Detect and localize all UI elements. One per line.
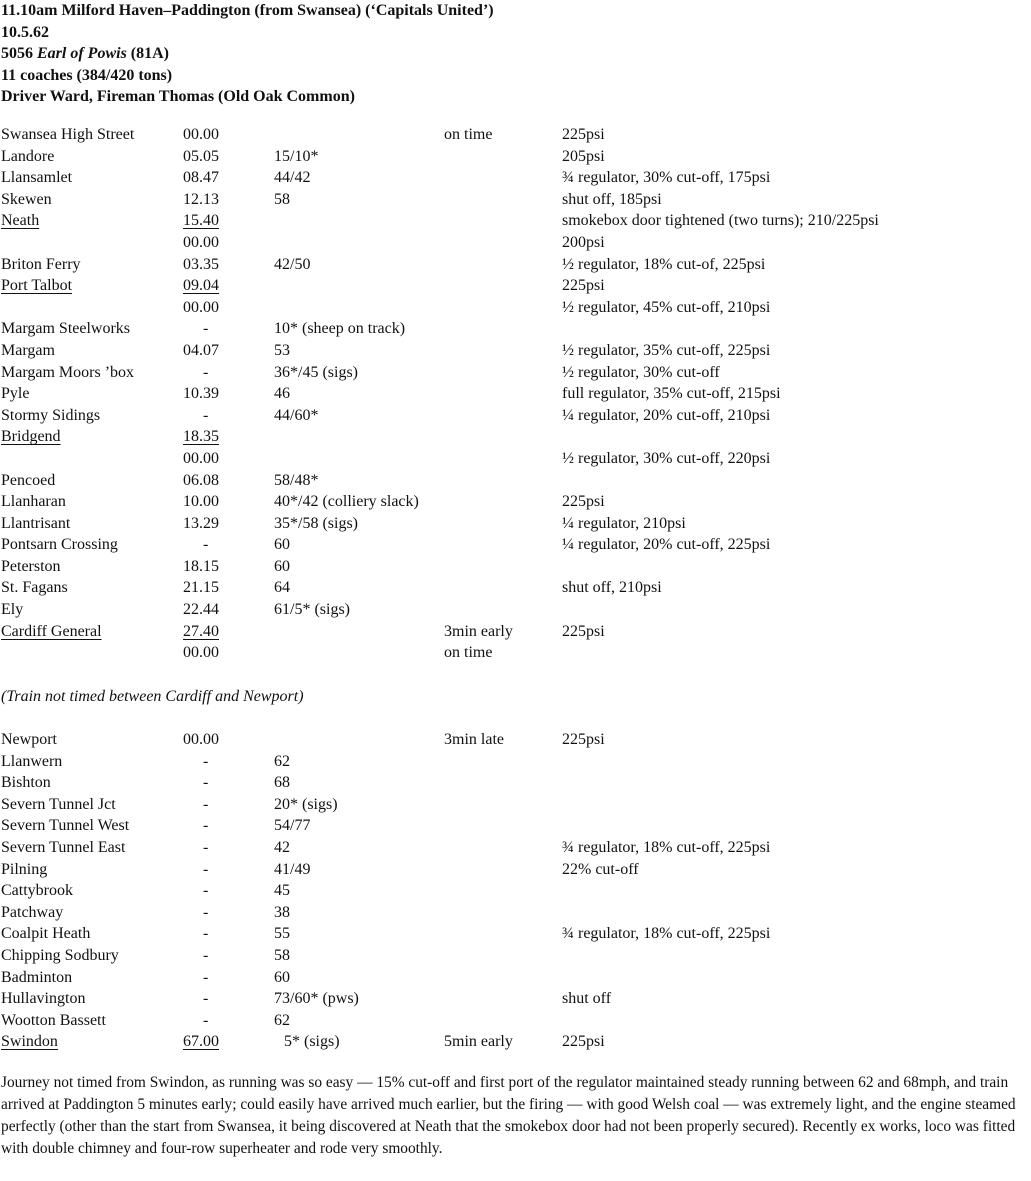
time-cell: 04.07: [183, 341, 219, 359]
remark-cell: 3min late: [444, 731, 504, 748]
time-cell: -: [203, 860, 209, 878]
speed-cell: 38: [274, 903, 290, 921]
loco-number: 5056: [1, 45, 37, 62]
station-cell: Pyle: [1, 385, 30, 403]
time-cell: 67.00: [183, 1033, 219, 1051]
notes-cell: ¼ regulator, 20% cut-off, 210psi: [562, 406, 771, 424]
speed-cell: 44/60*: [274, 406, 319, 424]
speed-cell: 42/50: [274, 255, 311, 273]
station-cell: Badminton: [1, 968, 73, 986]
station-cell: Margam Moors ’box: [1, 363, 135, 381]
speed-cell: 68: [274, 774, 290, 792]
station-cell: Llantrisant: [1, 514, 71, 532]
time-cell: -: [203, 838, 209, 856]
notes-cell: ¼ regulator, 210psi: [562, 514, 686, 532]
time-cell: 05.05: [183, 147, 219, 165]
notes-cell: 225psi: [562, 1033, 605, 1051]
station-cell: St. Fagans: [1, 579, 68, 597]
remark-cell: 3min early: [444, 622, 513, 640]
station-cell: Coalpit Heath: [1, 925, 91, 943]
station-cell: Severn Tunnel Jct: [1, 795, 116, 813]
speed-cell: 62: [274, 1011, 290, 1029]
crew-line: Driver Ward, Fireman Thomas (Old Oak Common): [1, 88, 355, 105]
locomotive-line: [1, 43, 494, 65]
speed-cell: 15/10*: [274, 147, 319, 165]
station-cell: Newport: [1, 731, 57, 748]
station-cell: Swindon: [1, 1033, 58, 1051]
station-cell: Severn Tunnel West: [1, 817, 130, 835]
time-cell: -: [203, 363, 209, 381]
notes-cell: 225psi: [562, 277, 605, 295]
notes-cell: ½ regulator, 18% cut-of, 225psi: [562, 255, 766, 273]
speed-cell: 36*/45 (sigs): [274, 363, 358, 381]
time-cell: 21.15: [183, 579, 219, 597]
journey-title: 11.10am Milford Haven–Paddington (from Swansea) (‘Capitals United’): [1, 2, 494, 19]
station-cell: Pilning: [1, 860, 48, 878]
station-cell: Port Talbot: [1, 277, 73, 295]
time-cell: 18.35: [183, 428, 219, 446]
speed-cell: 58: [274, 190, 290, 208]
speed-cell: 5* (sigs): [284, 1033, 340, 1051]
station-cell: Hullavington: [1, 990, 86, 1008]
station-cell: Landore: [1, 147, 55, 165]
time-cell: 00.00: [183, 449, 219, 467]
time-cell: 10.39: [183, 385, 219, 403]
time-cell: 00.00: [183, 126, 219, 143]
notes-cell: ½ regulator, 30% cut-off: [562, 363, 720, 381]
loco-shed: (81A): [126, 45, 170, 62]
notes-cell: full regulator, 35% cut-off, 215psi: [562, 385, 781, 403]
speed-cell: 55: [274, 925, 290, 943]
notes-cell: ½ regulator, 45% cut-off, 210psi: [562, 298, 771, 316]
time-cell: 00.00: [183, 233, 219, 251]
speed-cell: 58/48*: [274, 471, 319, 489]
time-cell: 00.00: [183, 731, 219, 748]
speed-cell: 61/5* (sigs): [274, 601, 350, 619]
time-cell: -: [203, 320, 209, 338]
time-cell: 08.47: [183, 169, 219, 187]
notes-cell: ½ regulator, 35% cut-off, 225psi: [562, 341, 771, 359]
remark-cell: on time: [444, 644, 493, 662]
speed-cell: 54/77: [274, 817, 311, 835]
coaches-line: 11 coaches (384/420 tons): [1, 66, 173, 84]
notes-cell: ¾ regulator, 18% cut-off, 225psi: [562, 838, 771, 856]
time-cell: -: [203, 795, 209, 813]
time-cell: -: [203, 990, 209, 1008]
speed-cell: 20* (sigs): [274, 795, 338, 813]
time-cell: 00.00: [183, 644, 219, 662]
notes-cell: ¾ regulator, 18% cut-off, 225psi: [562, 925, 771, 943]
station-cell: Pencoed: [1, 471, 56, 489]
speed-cell: 60: [274, 557, 290, 575]
station-cell: Margam Steelworks: [1, 320, 131, 338]
time-cell: -: [203, 903, 209, 921]
speed-cell: 53: [274, 341, 290, 359]
station-cell: Ely: [1, 601, 24, 619]
notes-cell: shut off, 210psi: [562, 579, 662, 597]
time-cell: 10.00: [183, 493, 219, 511]
journey-header: [1, 0, 494, 108]
notes-cell: shut off: [562, 990, 612, 1008]
speed-cell: 46: [274, 385, 290, 403]
time-cell: -: [203, 536, 209, 554]
notes-cell: smokebox door tightened (two turns); 210/225psi: [562, 212, 879, 230]
remark-cell: 5min early: [444, 1033, 513, 1051]
speed-cell: 42: [274, 838, 290, 856]
station-cell: Pontsarn Crossing: [1, 536, 118, 554]
station-cell: Cardiff General: [1, 622, 102, 640]
notes-cell: shut off, 185psi: [562, 190, 662, 208]
station-cell: Patchway: [1, 903, 64, 921]
time-cell: 27.40: [183, 622, 219, 640]
notes-cell: ½ regulator, 30% cut-off, 220psi: [562, 449, 771, 467]
time-cell: 09.04: [183, 277, 219, 295]
time-cell: -: [203, 882, 209, 900]
speed-cell: 41/49: [274, 860, 311, 878]
time-cell: 12.13: [183, 190, 219, 208]
station-cell: Chipping Sodbury: [1, 946, 119, 964]
station-cell: Severn Tunnel East: [1, 838, 126, 856]
station-cell: Margam: [1, 341, 55, 359]
remark-cell: on time: [444, 126, 493, 143]
time-cell: 03.35: [183, 255, 219, 273]
station-cell: Cattybrook: [1, 882, 73, 900]
notes-cell: 200psi: [562, 233, 605, 251]
notes-cell: 225psi: [562, 126, 605, 143]
time-cell: -: [203, 817, 209, 835]
station-cell: Stormy Sidings: [1, 406, 101, 424]
loco-name: Earl of Powis: [37, 45, 127, 62]
time-cell: 00.00: [183, 298, 219, 316]
time-cell: -: [203, 925, 209, 943]
notes-cell: ¾ regulator, 30% cut-off, 175psi: [562, 169, 771, 187]
speed-cell: 40*/42 (colliery slack): [274, 493, 419, 511]
station-cell: Skewen: [1, 190, 52, 208]
notes-cell: 205psi: [562, 147, 605, 165]
notes-cell: 225psi: [562, 731, 605, 748]
speed-cell: 73/60* (pws): [274, 990, 359, 1008]
notes-cell: 22% cut-off: [562, 860, 639, 878]
journey-date: 10.5.62: [1, 23, 49, 41]
notes-cell: ¼ regulator, 20% cut-off, 225psi: [562, 536, 771, 554]
speed-cell: 45: [274, 882, 290, 900]
speed-cell: 35*/58 (sigs): [274, 514, 358, 532]
speed-cell: 60: [274, 968, 290, 986]
time-cell: -: [203, 1011, 209, 1029]
time-cell: 06.08: [183, 471, 219, 489]
station-cell: Briton Ferry: [1, 255, 81, 273]
timing-gap-note: (Train not timed between Cardiff and Newport): [1, 688, 304, 705]
time-cell: -: [203, 406, 209, 424]
time-cell: -: [203, 752, 209, 770]
station-cell: Swansea High Street: [1, 126, 135, 143]
time-cell: 13.29: [183, 514, 219, 532]
time-cell: -: [203, 946, 209, 964]
time-cell: 15.40: [183, 212, 219, 230]
time-cell: -: [203, 968, 209, 986]
speed-cell: 44/42: [274, 169, 311, 187]
speed-cell: 58: [274, 946, 290, 964]
time-cell: 22.44: [183, 601, 219, 619]
station-cell: Llanharan: [1, 493, 66, 511]
notes-cell: 225psi: [562, 622, 605, 640]
station-cell: Neath: [1, 212, 40, 230]
notes-cell: 225psi: [562, 493, 605, 511]
speed-cell: 64: [274, 579, 290, 597]
station-cell: Llansamlet: [1, 169, 73, 187]
station-cell: Peterston: [1, 557, 61, 575]
time-cell: 18.15: [183, 557, 219, 575]
journey-summary-paragraph: Journey not timed from Swindon, as running was so easy — 15% cut-off and first port of the regulator maintained steady running between 62 and 68mph, and train arrived at Paddington 5 minutes early; could easily have arrived much earlier, but the firing — with good Welsh coal — was extremely light, and the engine steamed perfectly (other than the start from Swansea, it being discovered at Neath that the smokebox door had not been properly secured). Recently ex works, loco was fitted with double chimney and four-row superheater and rode very smoothly.: [1, 1074, 1016, 1157]
speed-cell: 62: [274, 752, 290, 770]
speed-cell: 10* (sheep on track): [274, 320, 406, 338]
station-cell: Bishton: [1, 774, 51, 792]
time-cell: -: [203, 774, 209, 792]
speed-cell: 60: [274, 536, 290, 554]
station-cell: Bridgend: [1, 428, 61, 446]
station-cell: Llanwern: [1, 752, 63, 770]
station-cell: Wootton Bassett: [1, 1011, 106, 1029]
